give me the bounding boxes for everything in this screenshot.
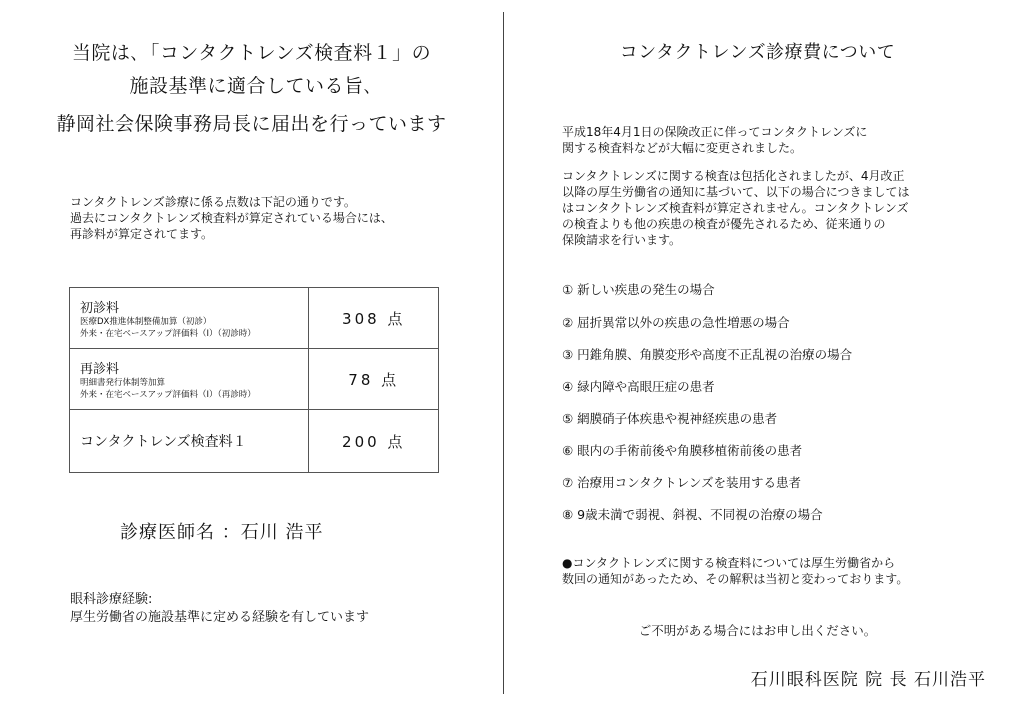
fee-name: 再診料: [80, 361, 120, 377]
intro-line-1: コンタクトレンズ診療に係る点数は下記の通りです。: [70, 195, 356, 209]
fee-points: 78 点: [309, 349, 439, 410]
fee-sub: 外来・在宅ベースアップ評価料（Ⅰ）（再診時）: [80, 389, 256, 400]
case-item-7: ⑦ 治療用コンタクトレンズを装用する患者: [562, 475, 801, 490]
note-line-1: ●コンタクトレンズに関する検査料については厚生労働省から: [562, 556, 896, 570]
fee-points: 308 点: [309, 288, 439, 349]
fee-sub: 明細書発行体制等加算: [80, 377, 166, 388]
case-item-4: ④ 緑内障や高眼圧症の患者: [562, 379, 715, 394]
fee-row-contact-exam: [70, 410, 439, 473]
column-divider: [503, 12, 504, 694]
exception-paragraph: [562, 168, 910, 248]
fee-points: 200 点: [309, 410, 439, 473]
note-paragraph: [562, 555, 908, 587]
revision-line-1: 平成18年4月1日の保険改正に伴ってコンタクトレンズに: [562, 125, 868, 139]
fee-name-cell: [70, 349, 309, 410]
case-item-1: ① 新しい疾患の発生の場合: [562, 282, 715, 297]
exception-line-5: 保険請求を行います。: [562, 233, 682, 247]
experience-body: 厚生労働省の施設基準に定める経験を有しています: [70, 610, 370, 625]
notice-heading-line-3: 静岡社会保険事務局長に届出を行っています: [56, 113, 447, 135]
fee-table: [69, 287, 439, 473]
intro-line-3: 再診料が算定されてます。: [70, 227, 214, 241]
fee-explanation-title: コンタクトレンズ診療費について: [619, 42, 896, 63]
case-item-2: ② 屈折異常以外の疾患の急性増悪の場合: [562, 315, 790, 330]
fee-sub: 外来・在宅ベースアップ評価料（Ⅰ）（初診時）: [80, 328, 256, 339]
exception-line-1: コンタクトレンズに関する検査は包括化されましたが、4月改正: [562, 169, 905, 183]
notice-heading-line-2: 施設基準に適合している旨､: [129, 75, 374, 97]
fee-sub: 医療DX推進体制整備加算（初診）: [80, 316, 212, 327]
fee-row-revisit: [70, 349, 439, 410]
inquiry-text: ご不明がある場合にはお申し出ください。: [638, 623, 877, 638]
intro-paragraph: [70, 194, 393, 242]
fee-row-initial: [70, 288, 439, 349]
note-line-2: 数回の通知があったため、その解釈は当初と変わっております。: [562, 572, 909, 586]
clinic-signature: 石川眼科医院 院 長 石川浩平: [750, 670, 986, 690]
notice-heading-line-1: 当院は､「コンタクトレンズ検査料１」の: [71, 42, 432, 64]
fee-name: 初診料: [80, 300, 120, 316]
intro-line-2: 過去にコンタクトレンズ検査料が算定されている場合には、: [70, 211, 393, 225]
case-item-5: ⑤ 網膜硝子体疾患や視神経疾患の患者: [562, 411, 778, 426]
case-item-3: ③ 円錐角膜、角膜変形や高度不正乱視の治療の場合: [562, 347, 853, 362]
left-column: [0, 0, 503, 708]
exception-line-4: の検査よりも他の疾患の検査が優先されるため、従来通りの: [562, 217, 886, 231]
exception-line-2: 以降の厚生労働省の通知に基づいて、以下の場合につきましては: [562, 185, 910, 199]
fee-name-cell: [70, 410, 309, 473]
fee-name: コンタクトレンズ検査料１: [80, 434, 247, 450]
exception-line-3: はコンタクトレンズ検査料が算定されません。コンタクトレンズ: [562, 201, 909, 215]
case-item-6: ⑥ 眼内の手術前後や角膜移植術前後の患者: [562, 443, 803, 458]
case-item-8: ⑧ 9歳未満で弱視、斜視、不同視の治療の場合: [562, 507, 823, 522]
right-column: [505, 0, 1010, 708]
revision-line-2: 関する検査料などが大幅に変更されました。: [562, 141, 803, 155]
doctor-name: 診療医師名 ：石川 浩平: [120, 522, 324, 543]
fee-name-cell: [70, 288, 309, 349]
experience-title: 眼科診療経験:: [70, 592, 153, 607]
revision-paragraph: [562, 124, 867, 156]
